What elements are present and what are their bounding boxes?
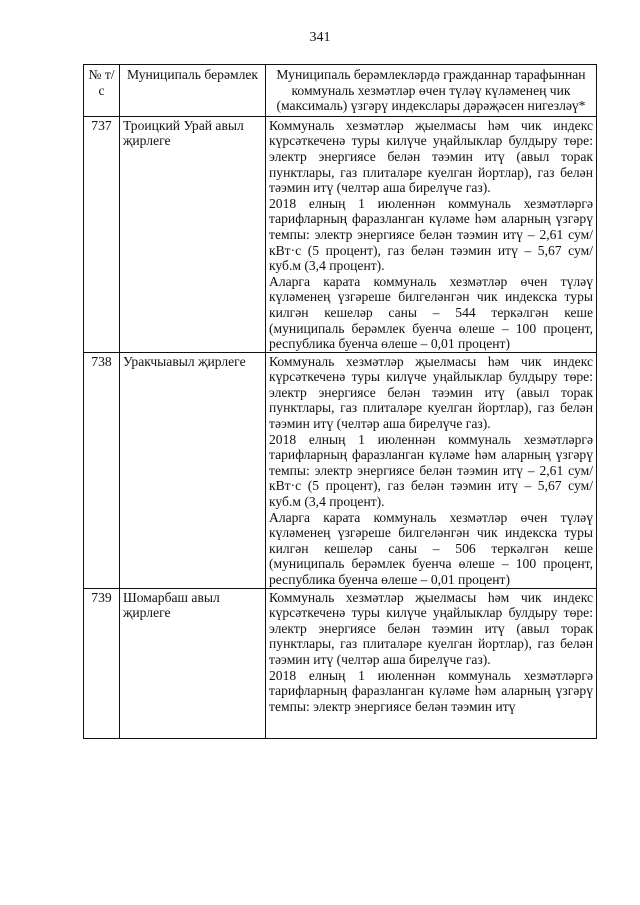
municipal-index-table [83,64,597,739]
table-header-row [84,65,597,117]
row-description [266,588,597,738]
row-number: 739 [84,588,120,738]
paragraph: Аларга карата коммуналь хезмәтләр өчен түләү күләменең үзгәреше билгеләнгән чик индекска туры килгән кешеләр саны – 506 теркәлгән кеше (муниципаль берәмлек буенча өлеше – 100 процент, республика буенча өлеше – 0,01 процент) [269,509,593,587]
paragraph: 2018 елның 1 июленнән коммуналь хезмәтләргә тарифларның фаразланган күләме һәм аларның үзгәрү темпы: электр энергиясе белән тәэмин итү [269,667,593,714]
header-description: Муниципаль берәмлекләрдә гражданнар тарафыннан коммуналь хезмәтләр өчен түләү күләменең чик (максималь) үзгәрү индекслары дәрәҗәсен нигезләү* [266,65,597,117]
row-description [266,352,597,588]
paragraph: 2018 елның 1 июленнән коммуналь хезмәтләргә тарифларның фаразланган күләме һәм аларның үзгәрү темпы: электр энергиясе белән тәэмин итү – 2,61 сум/кВт·с (5 процент), газ белән тәэмин итү – 5,67 сум/куб.м (3,4 процент). [269,431,593,510]
paragraph: 2018 елның 1 июленнән коммуналь хезмәтләргә тарифларның фаразланган күләме һәм аларның үзгәрү темпы: электр энергиясе белән тәэмин итү – 2,61 сум/кВт·с (5 процент), газ белән тәэмин итү – 5,67 сум/куб.м (3,4 процент). [269,195,593,274]
row-municipality: Уракчыавыл җирлеге [120,352,266,588]
header-municipality: Муниципаль берәмлек [120,65,266,117]
row-municipality: Шомарбаш авыл җирлеге [120,588,266,738]
paragraph: Коммуналь хезмәтләр җыелмасы һәм чик индекс күрсәткеченә туры килүче уңайлыклар булдыру төре: электр энергиясе белән тәэмин итү (авыл торак пунктлары, газ плиталәре куелган йортлар), газ белән тәэмин итү (челтәр аша бирелүче газ). [269,589,593,667]
page-number: 341 [309,30,331,45]
paragraph: Аларга карата коммуналь хезмәтләр өчен түләү күләменең үзгәреше билгеләнгән чик индекска туры килгән кешеләр саны – 544 теркәлгән кеше (муниципаль берәмлек буенча өлеше – 100 процент, республика буенча өлеше – 0,01 процент) [269,273,593,352]
paragraph: Коммуналь хезмәтләр җыелмасы һәм чик индекс күрсәткеченә туры килүче уңайлыклар булдыру төре: электр энергиясе белән тәэмин итү (авыл торак пунктлары, газ плиталәре куелган йортлар), газ белән тәэмин итү (челтәр аша бирелүче газ). [269,117,593,196]
row-description [266,116,597,352]
table-row [84,588,597,738]
paragraph: Коммуналь хезмәтләр җыелмасы һәм чик индекс күрсәткеченә туры килүче уңайлыклар булдыру төре: электр энергиясе белән тәэмин итү (авыл торак пунктлары, газ плиталәре куелган йортлар), газ белән тәэмин итү (челтәр аша бирелүче газ). [269,353,593,432]
row-number: 738 [84,352,120,588]
table-row [84,116,597,352]
row-number: 737 [84,116,120,352]
header-number: № т/с [84,65,120,117]
table-row [84,352,597,588]
row-municipality: Троицкий Урай авыл җирлеге [120,116,266,352]
